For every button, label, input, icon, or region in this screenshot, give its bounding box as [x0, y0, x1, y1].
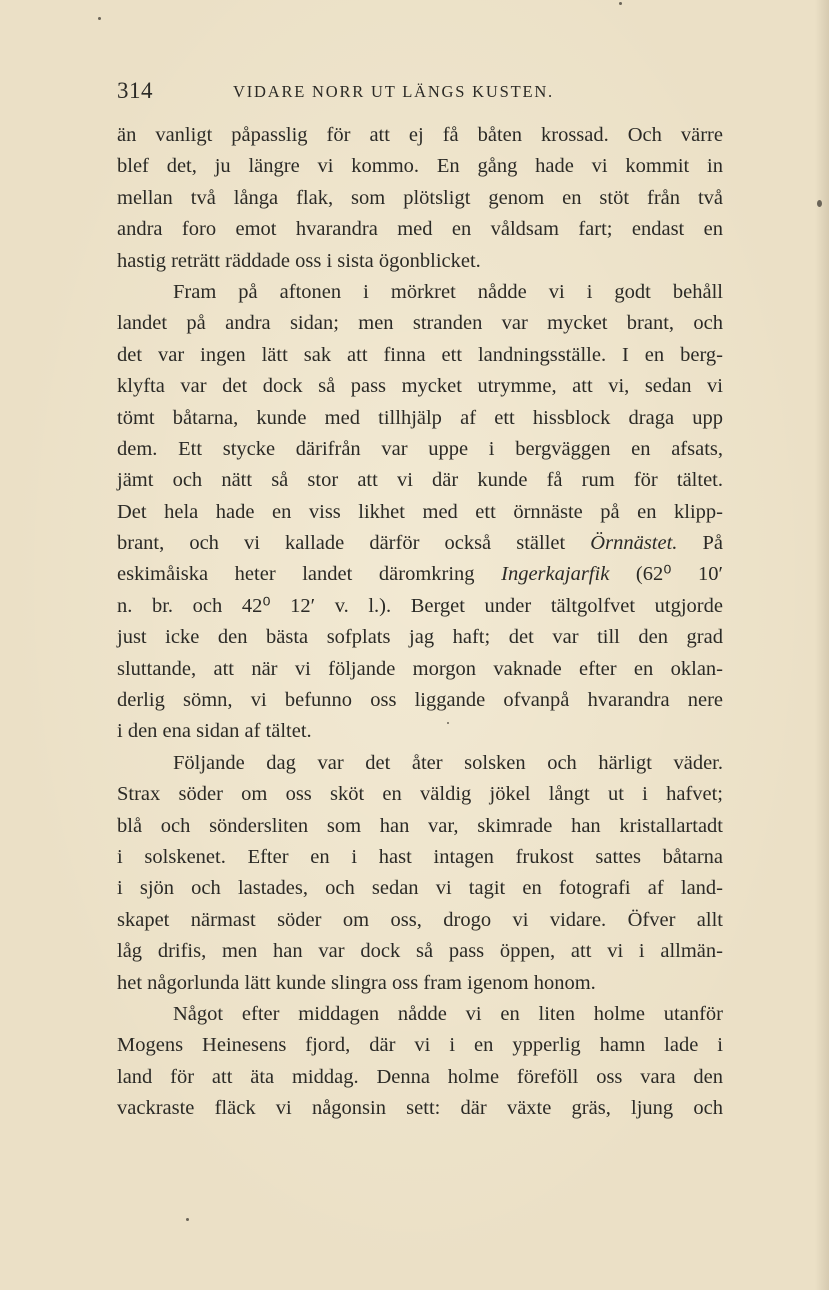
place-name-ingerkajarfik: Ingerkajarfik: [501, 563, 610, 586]
page-header: [117, 78, 723, 108]
text-line: än vanligt påpasslig för att ej få båten krossad. Och värre: [117, 124, 723, 146]
text-line: het någorlunda lätt kunde slingra oss fram igenom honom.: [117, 971, 596, 994]
running-head: VIDARE NORR UT LÄNGS KUSTEN.: [233, 82, 554, 101]
text-line: det var ingen lätt sak att finna ett landningsställe. I en berg-: [117, 343, 723, 366]
text-segment: eskimåiska heter landet däromkring: [117, 563, 502, 586]
text-line: hastig reträtt räddade oss i sista ögonblicket.: [117, 249, 481, 272]
text-line: dem. Ett stycke därifrån var uppe i bergväggen en afsats,: [117, 437, 723, 460]
text-line: skapet närmast söder om oss, drogo vi vidare. Öfver allt: [117, 908, 723, 931]
text-line: klyfta var det dock så pass mycket utrymme, att vi, sedan vi: [117, 375, 723, 398]
place-name-ornnastet: Örnnästet.: [590, 532, 678, 555]
page-number: 314: [117, 78, 153, 103]
text-line: vackraste fläck vi någonsin sett: där växte gräs, ljung och: [117, 1097, 723, 1120]
text-line: blå och söndersliten som han var, skimrade han kristallartadt: [117, 814, 723, 837]
paper-speck: [817, 200, 822, 207]
text-line: Mogens Heinesens fjord, där vi i en ypperlig hamn lade i: [117, 1034, 723, 1057]
text-line: Det hela hade en viss likhet med ett örnnäste på en klipp-: [117, 500, 723, 523]
text-line: Fram på aftonen i mörkret nådde vi i godt behåll: [173, 280, 723, 303]
text-line: jämt och nätt så stor att vi där kunde få rum för tältet.: [117, 469, 723, 492]
text-line: blef det, ju längre vi kommo. En gång hade vi kommit in: [117, 155, 723, 178]
paper-speck: [619, 2, 622, 5]
text-line: landet på andra sidan; men stranden var mycket brant, och: [117, 312, 723, 335]
text-line: Strax söder om oss sköt en väldig jökel långt ut i hafvet;: [117, 783, 723, 806]
page-edge-shadow: [815, 0, 829, 1290]
text-line: i sjön och lastades, och sedan vi tagit en fotografi af land-: [117, 877, 723, 900]
text-line: sluttande, att när vi följande morgon vaknade efter en oklan-: [117, 657, 723, 680]
text-line: i den ena sidan af tältet.: [117, 720, 312, 743]
text-segment: brant, och vi kallade därför också stället: [117, 532, 591, 555]
text-line: land för att äta middag. Denna holme föreföll oss vara den: [117, 1065, 723, 1088]
text-line: Något efter middagen nådde vi en liten holme utanför: [173, 1002, 723, 1025]
text-line: i solskenet. Efter en i hast intagen frukost sattes båtarna: [117, 845, 723, 868]
body-text: [117, 120, 723, 1125]
text-line: tömt båtarna, kunde med tillhjälp af ett hissblock draga upp: [117, 406, 723, 429]
text-line: mellan två långa flak, som plötsligt genom en stöt från två: [117, 186, 723, 209]
text-line: Följande dag var det åter solsken och härligt väder.: [173, 751, 723, 774]
paper-speck: [98, 17, 101, 20]
text-line: låg drifis, men han var dock så pass öppen, att vi i allmän-: [117, 940, 723, 963]
text-line: derlig sömn, vi befunno oss liggande ofvanpå hvarandra nere: [117, 689, 723, 712]
text-segment: (62⁰ 10′: [609, 563, 723, 586]
text-line: [117, 528, 723, 559]
text-line: just icke den bästa sofplats jag haft; det var till den grad: [117, 626, 723, 649]
text-line: andra foro emot hvarandra med en våldsam fart; endast en: [117, 218, 723, 241]
paper-speck: [186, 1218, 189, 1221]
text-segment: På: [677, 532, 723, 555]
text-line: n. br. och 42⁰ 12′ v. l.). Berget under tältgolfvet utgjorde: [117, 594, 723, 617]
text-line: [117, 559, 723, 590]
paper-speck: [447, 722, 449, 724]
